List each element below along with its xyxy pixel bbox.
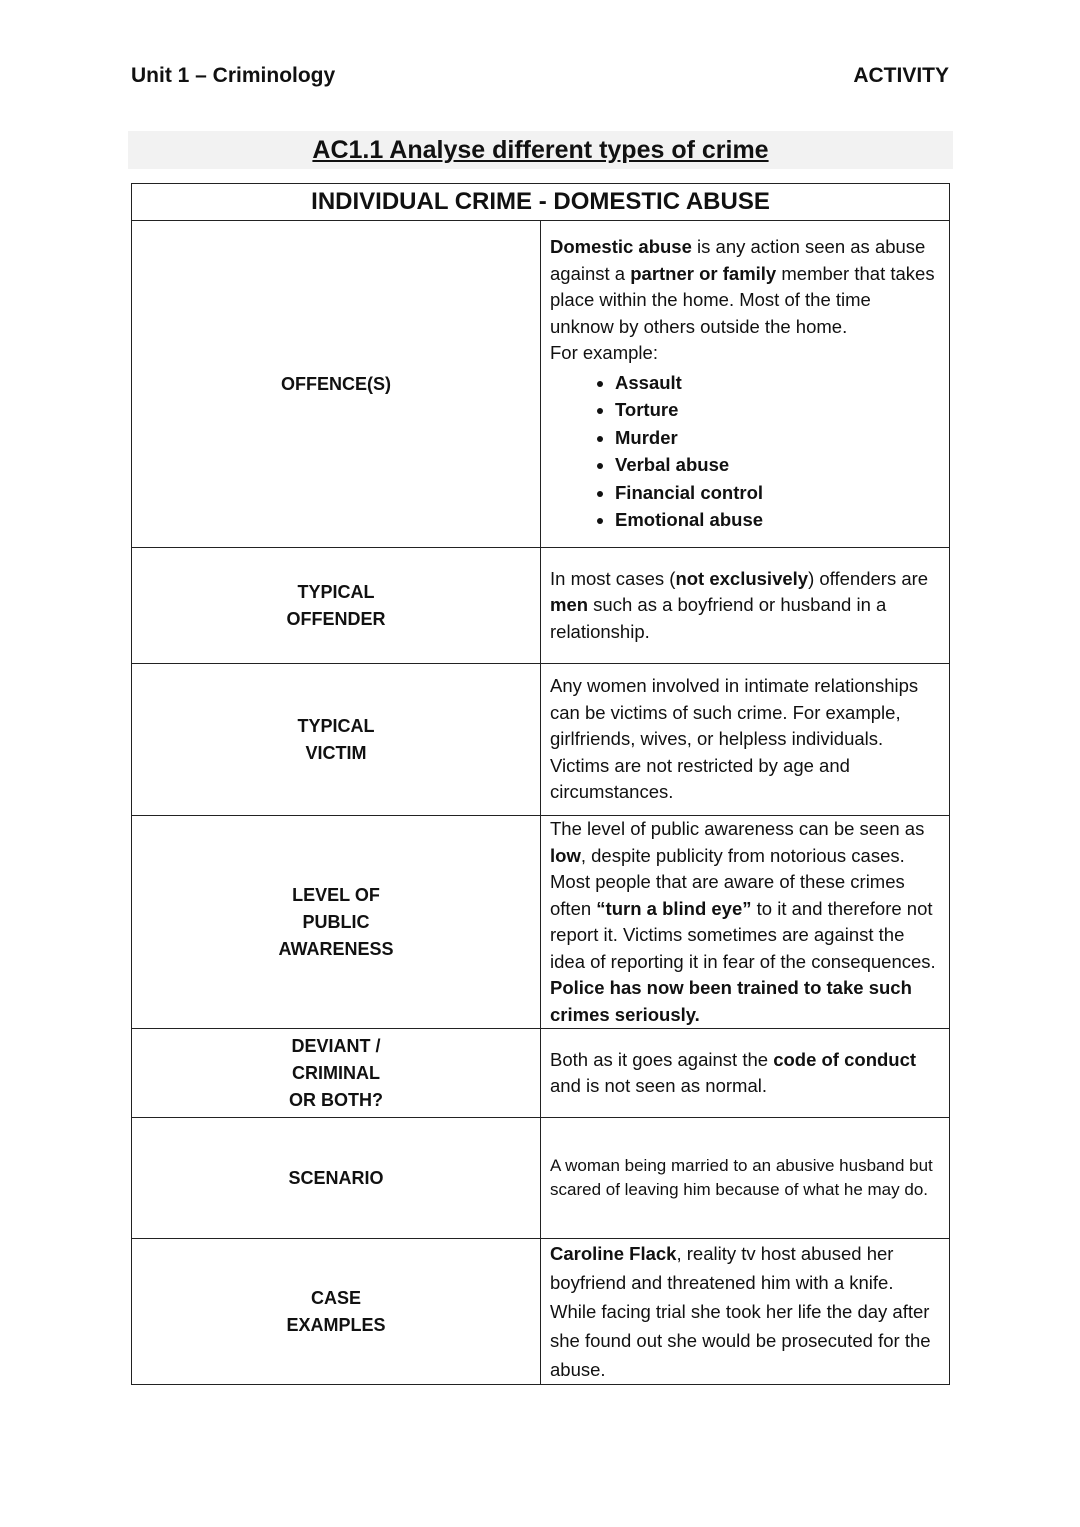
unit-title: Unit 1 – Criminology [131, 64, 336, 87]
content-public-awareness: The level of public awareness can be seen as low, despite publicity from notorious cases. Most people that are aware of these crimes often “turn a blind eye” to it and therefore not report it. Victims sometimes are against the idea of reporting it in fear of the consequences. Police has now been trained to take such crimes seriously. [541, 816, 950, 1029]
row-deviant-criminal [132, 1029, 950, 1118]
content-offences [541, 221, 950, 548]
activity-label: ACTIVITY [853, 64, 949, 87]
section-title-band [128, 131, 953, 169]
list-item: • Assault [615, 369, 937, 397]
content-typical-victim: Any women involved in intimate relationships can be victims of such crime. For example, girlfriends, wives, or helpless individuals. Victims are not restricted by age and circumstances. [541, 664, 950, 816]
table-heading: INDIVIDUAL CRIME - DOMESTIC ABUSE [132, 184, 950, 221]
content-typical-offender: In most cases (not exclusively) offenders are men such as a boyfriend or husband in a relationship. [541, 548, 950, 664]
row-typical-victim [132, 664, 950, 816]
label-typical-offender: TYPICAL OFFENDER [132, 548, 541, 664]
list-item: • Murder [615, 424, 937, 452]
for-example-label: For example: [550, 342, 658, 364]
section-title: AC1.1 Analyse different types of crime [312, 136, 769, 164]
row-offences [132, 221, 950, 548]
list-item: • Verbal abuse [615, 451, 937, 479]
list-item: • Torture [615, 396, 937, 424]
list-item: • Financial control [615, 479, 937, 507]
row-scenario [132, 1118, 950, 1239]
row-case-examples [132, 1239, 950, 1385]
offences-description: Domestic abuse is any action seen as abuse against a partner or family member that takes place within the home. Most of the time unknow by others outside the home. [550, 236, 935, 337]
table-heading-row [132, 184, 950, 221]
row-typical-offender [132, 548, 950, 664]
content-scenario: A woman being married to an abusive husband but scared of leaving him because of what he may do. [541, 1118, 950, 1239]
label-offences: OFFENCE(S) [132, 221, 541, 548]
row-public-awareness [132, 816, 950, 1029]
content-case-examples: Caroline Flack, reality tv host abused her boyfriend and threatened him with a knife. While facing trial she took her life the day after she found out she would be prosecuted for the abuse. [541, 1239, 950, 1385]
label-typical-victim: TYPICAL VICTIM [132, 664, 541, 816]
list-item: • Emotional abuse [615, 506, 937, 534]
offence-list [550, 369, 937, 534]
crime-analysis-table [131, 183, 950, 1385]
label-case-examples: CASE EXAMPLES [132, 1239, 541, 1385]
label-deviant-criminal: DEVIANT / CRIMINAL OR BOTH? [132, 1029, 541, 1118]
content-deviant-criminal: Both as it goes against the code of conduct and is not seen as normal. [541, 1029, 950, 1118]
label-scenario: SCENARIO [132, 1118, 541, 1239]
label-public-awareness: LEVEL OF PUBLIC AWARENESS [132, 816, 541, 1029]
